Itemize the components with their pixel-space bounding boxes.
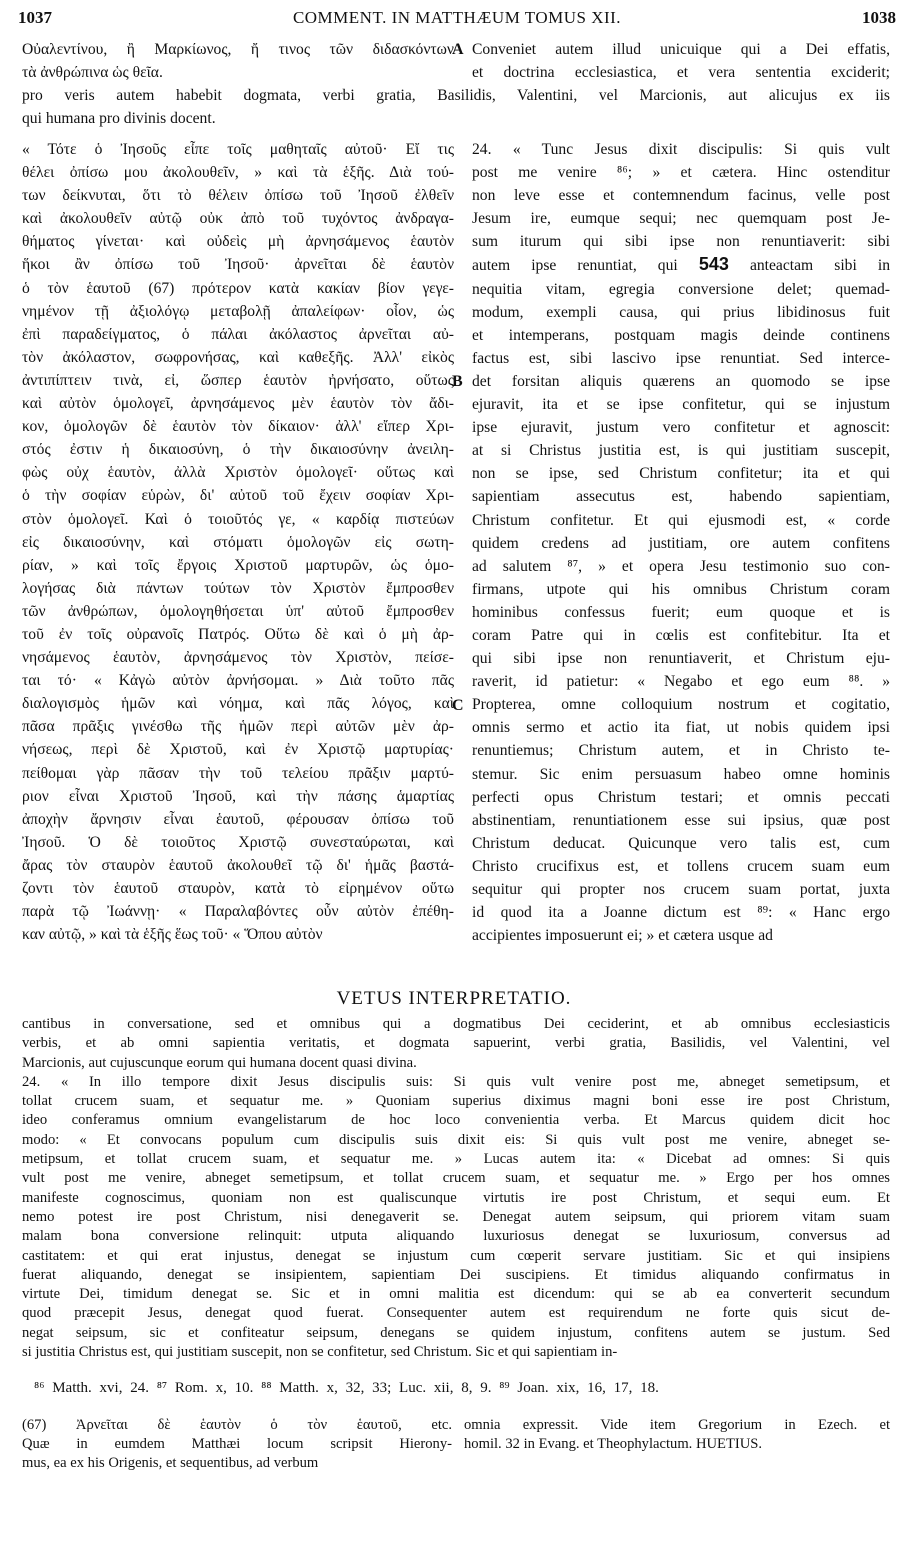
latin-line: abstinentiam, renuntiationem esse sui ipsius, quæ post bbox=[472, 811, 890, 829]
vetus-line: vult post me venire, abneget semetipsum, et tollat crucem suam, et sequatur me. » Ergo per hos omnes bbox=[22, 1170, 890, 1187]
latin-line: omnis sermo et actio ita fiat, ut nobis quidem ipsi bbox=[472, 719, 890, 737]
vetus-line: virtute Dei, timidum denegat se. Sic et in omni malitia est dicendum: qui se ab ea converterit secundum bbox=[22, 1286, 890, 1303]
latin-line: perfecti opus Christum testari; et omnis peccati bbox=[472, 788, 890, 806]
latin-line: quidem credens ad justitiam, ore autem confitens bbox=[472, 534, 890, 552]
latin-line: firmans, utpote qui his omnibus Christum coram bbox=[472, 580, 890, 598]
section-title: VETUS INTERPRETATIO. bbox=[336, 988, 572, 1009]
latin-line: at si Christus justitia est, is qui justitiam suscepit, bbox=[472, 442, 890, 460]
latin-line: ipse ejuravit, justum vero confitetur et agnoscit: bbox=[472, 419, 890, 437]
vetus-line: castitatem: et qui erat injustus, denegat se injustum cum cœperit servare justitiam. Sic et qui insipiens bbox=[22, 1247, 890, 1264]
latin-line: coram Patre qui in cœlis est confitebitur. Ita et bbox=[472, 626, 890, 644]
greek-line: ὁ τὸν ἑαυτοῦ (67) πρότερον κατὰ κακίαν βίον γεγε- bbox=[22, 279, 454, 297]
editor-note-right bbox=[464, 1416, 890, 1454]
vetus-line: si justitia Christus est, qui justitiam suscepit, non se confitetur, sed Christum. Sic et qui sapientiam in- bbox=[22, 1344, 618, 1361]
greek-line: καὶ αὐτὸν ὁμολογεῖ, ἀρνησάμενος μὲν ἑαυτὸν τὸν ἄδι- bbox=[22, 395, 454, 413]
greek-line: ρίαν, » καὶ τοῖς ἔργοις Χριστοῦ μαρτυρῶν, ὡς ὁμο- bbox=[22, 556, 454, 574]
greek-line: στὸν ὁμολογεῖ. Καὶ ὁ τοιοῦτός γε, « καρδίᾳ πιστεύων bbox=[22, 510, 454, 528]
vetus-line: tollat crucem suam, et sequatur me. » Quoniam superius diximus magni boni esse ire post Christum, bbox=[22, 1093, 890, 1110]
latin-line: Propterea, omne colloquium nostrum et cogitatio, bbox=[472, 696, 890, 714]
greek-line: ται τό· « Κἀγὼ αὐτὸν ἀρνήσομαι. » Διὰ τοῦτο πᾶς bbox=[22, 672, 454, 690]
greek-line: των δείκνυται, ὅτι τὸ θέλειν ὀπίσω τοῦ Ἰησοῦ ἐλθεῖν bbox=[22, 187, 454, 205]
vetus-line: 24. « In illo tempore dixit Jesus discipulis suis: Si quis vult venire post me, abneget semetipsum, et bbox=[22, 1073, 890, 1090]
greek-line: ὁ τὴν σοφίαν εὑρὼν, δι' αὐτοῦ τοῦ ἔχειν σοφίαν Χρι- bbox=[22, 487, 454, 505]
latin-line: id quod ita a Joanne dictum est ⁸⁹: « Hanc ergo bbox=[472, 904, 890, 922]
latin-line: non se ipse, sed Christum confitetur; ita et qui bbox=[472, 465, 890, 483]
vetus-line: manifeste cognoscimus, quoniam non est qualiscunque virtutis ire post Christum, et sequi eum. Et bbox=[22, 1189, 890, 1206]
vetus-line: Marcionis, aut cujuscunque eorum qui humana docent quasi divina. bbox=[22, 1054, 417, 1071]
greek-top-line: Οὐαλεντίνου, ἢ Μαρκίωνος, ἤ τινος τῶν διδασκόντων bbox=[22, 41, 454, 58]
note-line: mus, ea ex his Origenis, et sequentibus, ad verbum bbox=[22, 1455, 319, 1471]
greek-line: τὸν ἀκόλαστον, σωφρονήσας, καὶ καθεξῆς. Ἀλλ' εἰκὸς bbox=[22, 348, 454, 366]
latin-line: 24. « Tunc Jesus dixit discipulis: Si quis vult bbox=[472, 141, 890, 158]
greek-line: στός ἐστιν ἡ δικαιοσύνη, ὁ τὴν δικαιοσύνην ἀνειλη- bbox=[22, 441, 454, 459]
vetus-line: verbis, et ab omni sapientia veritatis, et dogmata sapuerint, verbi gratia, Basilidis, vel Valentini, vel bbox=[22, 1035, 890, 1052]
latin-line: Christum deducat. Quicunque vero talis est, cum bbox=[472, 834, 890, 852]
greek-line: διαλογισμὸς ἡμῶν καὶ νόημα, καὶ πᾶς λόγος, καὶ bbox=[22, 695, 454, 713]
margin-letter-b: B bbox=[452, 373, 463, 390]
greek-line: λογήσας διὰ πάντων τούτων τὸν Χριστὸν ἔμπροσθεν bbox=[22, 579, 454, 597]
latin-column bbox=[472, 138, 890, 947]
latin-line: factus est, sibi lascivo ipse renuntiat. Sed interce- bbox=[472, 349, 890, 367]
full-top-line: pro veris autem habebit dogmata, verbi gratia, Basilidis, Valentini, vel Marcionis, aut alicujus ex iis bbox=[22, 87, 890, 104]
vetus-interpretatio-text bbox=[22, 1015, 890, 1362]
latin-top bbox=[472, 38, 890, 84]
greek-line: πείθομαι γὰρ πᾶσαν τὴν τοῦ τελείου πρᾶξιν μαρτύ- bbox=[22, 764, 454, 782]
vetus-line: modo: « Et convocans populum cum discipulis suis dixit eis: Si quis vult post me venire, abneget se- bbox=[22, 1131, 890, 1148]
latin-line: non leve esse et contemnendum facinus, velle post bbox=[472, 187, 890, 205]
greek-line: εἰς δικαιοσύνην, καὶ στόματι ὁμολογῶν εἰς σωτη- bbox=[22, 533, 454, 551]
greek-line: νησάμενος ἑαυτὸν, ἀρνησάμενος τὸν Χριστὸν, πείσε- bbox=[22, 649, 454, 667]
greek-line: τῶν ἀνθρώπων, ὁμολογηθήσεται ὑπ' αὐτοῦ ἔμπροσθεν bbox=[22, 602, 454, 620]
left-page-number: 1037 bbox=[18, 8, 52, 27]
greek-line: ἄρας τὸν σταυρὸν ἑαυτοῦ ἀκολουθεῖ τῷ δι' ἡμᾶς βαστά- bbox=[22, 856, 454, 874]
latin-line: et intemperans, postquam magis deinde continens bbox=[472, 326, 890, 344]
greek-line: καν αὐτῷ, » καὶ τὰ ἑξῆς ἕως τοῦ· « Ὅπου αὐτὸν bbox=[22, 926, 323, 944]
latin-line: renuntiemus; Christum autem, et in Christo te- bbox=[472, 742, 890, 760]
greek-column bbox=[22, 138, 454, 946]
greek-line: θέλει ὀπίσω μου ἀκολουθεῖν, » καὶ τὰ ἑξῆς. Διὰ τού- bbox=[22, 164, 454, 182]
greek-top-line: τὰ ἀνθρώπινα ὡς θεῖα. bbox=[22, 64, 163, 82]
greek-line: ἐπὶ παραδείγματος, ὁ πάλαι ἀκόλαστος ἀρνεῖται αὐ- bbox=[22, 325, 454, 343]
greek-line: Ἰησοῦ. Ὁ δὲ τοιοῦτος Χριστῷ συνεσταύρωται, καὶ bbox=[22, 833, 454, 851]
full-width-top bbox=[22, 84, 890, 130]
latin-top-line: Conveniet autem illud unicuique qui a Dei effatis, bbox=[472, 41, 890, 58]
right-page-number: 1038 bbox=[862, 8, 896, 27]
latin-line: sapientiam assecutus est, habendo sapientiam, bbox=[472, 488, 890, 506]
greek-line: φὼς οὐχ ἑαυτὸν, ἀλλὰ Χριστὸν ὁμολογεῖ· οὕτως καὶ bbox=[22, 464, 454, 482]
latin-line: ejuravit, ita et se ipse confitetur, qui se injustum bbox=[472, 396, 890, 414]
latin-line: autem ipse renuntiat, qui 543 anteactam sibi in bbox=[472, 254, 890, 275]
page-header bbox=[18, 8, 896, 34]
greek-line: ἀποχὴν ἄρνησιν εἶναι ἑαυτοῦ, φέρουσαν ὀπίσω τοῦ bbox=[22, 810, 454, 828]
greek-line: ζοντι τὸν ἑαυτοῦ σταυρὸν, κατὰ τὸ εἰρημένον οὕτω bbox=[22, 880, 454, 897]
greek-line: τοῦ ἐν τοῖς οὐρανοῖς Πατρός. Οὕτω δὲ καὶ ὁ μὴ ἀρ- bbox=[22, 625, 454, 643]
latin-line: nequitia vitam, egregia conversione delet; quemad- bbox=[472, 280, 890, 298]
latin-line: Jesum ire, eumque sequi; nec quemquam post Je- bbox=[472, 210, 890, 228]
latin-line: stemur. Sic enim persuasum habeo omne hominis bbox=[472, 765, 890, 783]
greek-line: θήματος γίνεται· καὶ οὐδεὶς μὴ ἀρνησάμενος ἑαυτὸν bbox=[22, 233, 454, 251]
greek-line: ἀντιπίπτειν τινὰ, εἰ, ὥσπερ ἑαυτὸν ἠρνήσατο, οὕτως bbox=[22, 371, 454, 389]
vetus-line: cantibus in conversatione, sed et omnibus qui a dogmatibus Dei ceciderint, et ab omnibus ecclesiasticis bbox=[22, 1016, 890, 1032]
vetus-line: metipsum, et tollat crucem suam, et sequatur me. » Lucas autem ita: « Dicebat ad omnes: Si quis bbox=[22, 1151, 890, 1168]
vetus-line: negat seipsum, sic et confiteatur seipsum, denegans se quidem injustum, confitens autem se justum. Sed bbox=[22, 1324, 890, 1341]
latin-line: sequitur qui propter nos crucem suam portat, juxta bbox=[472, 881, 890, 898]
greek-line: νημένον τῇ ἀξιολόγῳ μεταβολῇ ἀπαλείφων· οἷον, ὡς bbox=[22, 302, 454, 320]
vetus-line: malam bona conversione relinquit: utputa aliquando luxuriosus denegat se luxuriosum, conversus ad bbox=[22, 1228, 890, 1245]
editor-note-left bbox=[22, 1416, 452, 1473]
note-line: Quæ in eumdem Matthæi locum scripsit Hierony- bbox=[22, 1436, 452, 1452]
greek-line: παρὰ τῷ Ἰωάννῃ· « Παραλαβόντες οὖν αὐτὸν ἐπέθη- bbox=[22, 903, 454, 921]
latin-line: sum iturum qui sibi ipse non renuntiaverit: sibi bbox=[472, 233, 890, 251]
latin-line: accipientes imposuerunt ei; » et cætera usque ad bbox=[472, 927, 773, 945]
note-line: homil. 32 in Evang. et Theophylactum. HUETIUS. bbox=[464, 1436, 763, 1452]
greek-line: κον, ὁμολογῶν δὲ ἑαυτὸν τὸν δίκαιον· ἀλλ' εἴπερ Χρι- bbox=[22, 418, 454, 436]
vetus-line: ideo conferamus omnium evangelistarum de hoc loco convenientia verba. Et Marcus quidem dicit hoc bbox=[22, 1112, 890, 1129]
note-line: omnia expressit. Vide item Gregorium in Ezech. et bbox=[464, 1417, 890, 1433]
greek-line: καὶ ἀκολουθεῖν αὐτῷ οὐκ ἀπὸ τοῦ τυχόντος ἀνδραγα- bbox=[22, 210, 454, 228]
latin-line: det forsitan aliquis quærens an quomodo se ipse bbox=[472, 372, 890, 390]
full-top-line: qui humana pro divinis docent. bbox=[22, 110, 216, 128]
footnotes: ⁸⁶ Matth. xvi, 24. ⁸⁷ Rom. x, 10. ⁸⁸ Matth. x, 32, 33; Luc. xii, 8, 9. ⁸⁹ Joan. xix, 16, 17, 18. bbox=[34, 1380, 659, 1396]
vetus-line: nemo potest ire post Christum, nisi denegaverit se. Denegat autem seipsum, qui priorem vitam suam bbox=[22, 1208, 890, 1225]
vetus-line: fuerat aliquando, denegat se insipientem, sapientiam Dei suscipiens. Et timidus aliquando confirmatus in bbox=[22, 1266, 890, 1283]
greek-line: νήσεως, περὶ δὲ Χριστοῦ, καὶ ἐν Χριστῷ μαρτυρίας· bbox=[22, 741, 454, 759]
running-title: COMMENT. IN MATTHÆUM TOMUS XII. bbox=[292, 8, 622, 27]
greek-line: ριον εἶναι Χριστοῦ Ἰησοῦ, καὶ τὴν πάσης ἁμαρτίας bbox=[22, 787, 454, 805]
vetus-line: quod præcepit Jesus, denegat quod fuerat. Consequenter autem est requirendum ne forte quis sicut de- bbox=[22, 1305, 890, 1322]
latin-line: post me venire ⁸⁶; » et cætera. Hinc ostenditur bbox=[472, 164, 890, 182]
latin-line: qui sibi ipse non renuntiaverit, et Christum eju- bbox=[472, 650, 890, 668]
latin-line: Christo crucifixus est, et tollens crucem suam eum bbox=[472, 857, 890, 875]
latin-line: ad salutem ⁸⁷, » et opera Jesu testimonio suo con- bbox=[472, 557, 890, 575]
margin-letter-c: C bbox=[452, 697, 464, 714]
latin-line: modum, exempli causa, qui prius libidinosus fuit bbox=[472, 303, 890, 321]
latin-top-line: et doctrina ecclesiastica, et vera sententia exciderit; bbox=[472, 64, 890, 82]
note-line: (67) Ἀρνεῖται δὲ ἑαυτὸν ὁ τὸν ἑαυτοῦ, etc. bbox=[22, 1417, 452, 1433]
margin-letter-a: A bbox=[452, 41, 464, 58]
greek-line: πᾶσα πρᾶξις γινέσθω τῆς ἡμῶν περὶ αὐτῶν μὲν ἀρ- bbox=[22, 718, 454, 736]
greek-top bbox=[22, 38, 454, 84]
latin-line: Christum confitetur. Et qui ejusmodi est, « corde bbox=[472, 511, 890, 529]
latin-line: raverit, id patietur: « Negabo et ego eum ⁸⁸. » bbox=[472, 673, 890, 691]
greek-line: ἥκοι ἂν ὀπίσω τοῦ Ἰησοῦ· ἀρνεῖται δὲ ἑαυτὸν bbox=[22, 256, 454, 274]
latin-line: hominibus confessus fuerit; eum quoque et is bbox=[472, 603, 890, 621]
greek-line: « Τότε ὁ Ἰησοῦς εἶπε τοῖς μαθηταῖς αὐτοῦ· Εἴ τις bbox=[22, 141, 454, 158]
